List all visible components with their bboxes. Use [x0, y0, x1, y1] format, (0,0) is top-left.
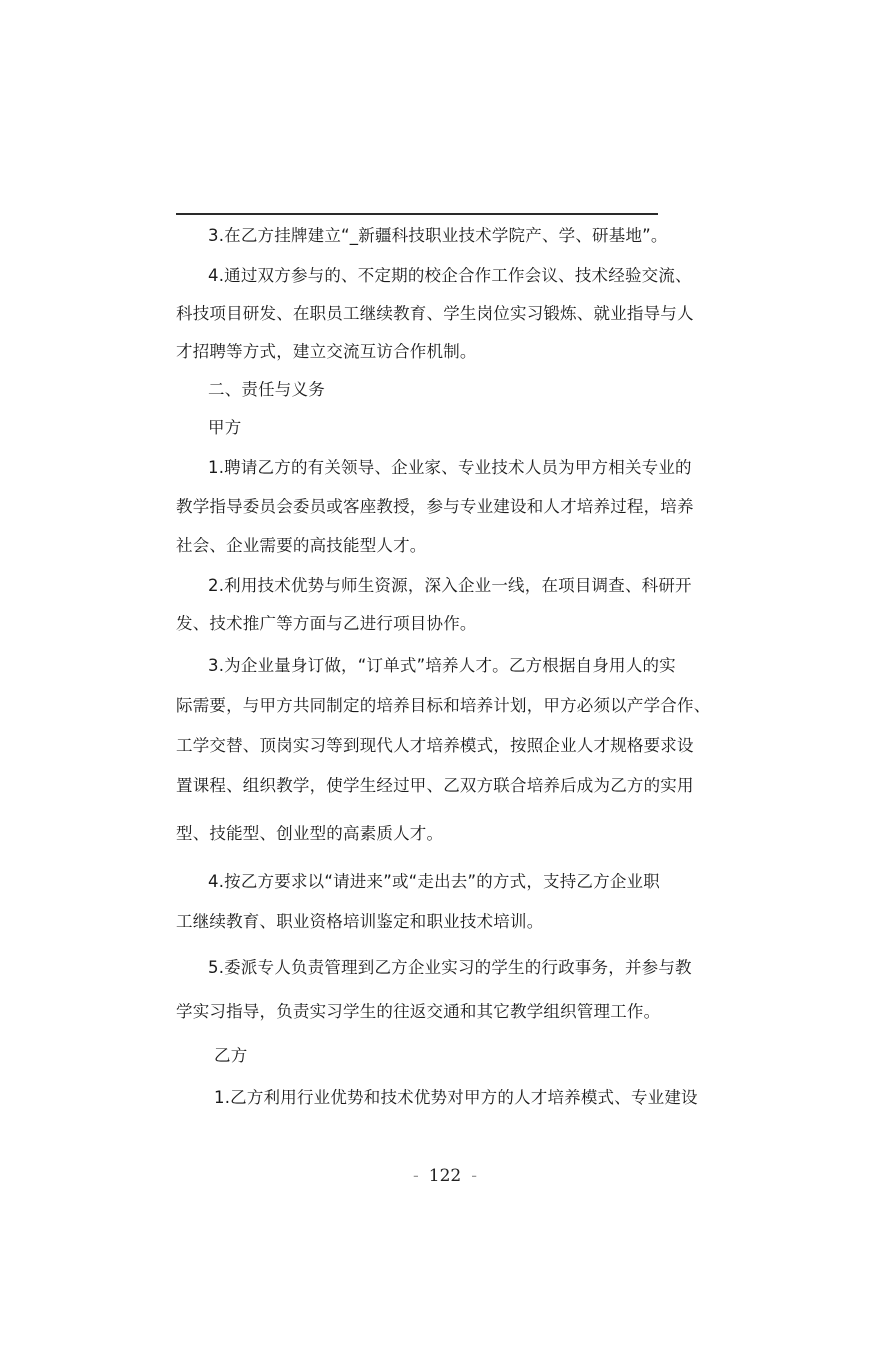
- text-line: 1.聘请乙方的有关领导、企业家、专业技术人员为甲方相关专业的: [208, 458, 692, 477]
- text-line: 际需要，与甲方共同制定的培养目标和培养计划，甲方必须以产学合作、: [176, 696, 711, 715]
- page-number: 122: [428, 1166, 462, 1186]
- text-line: 学实习指导，负责实习学生的往返交通和其它教学组织管理工作。: [176, 1002, 661, 1021]
- party-heading: 乙方: [214, 1046, 248, 1065]
- text-line: 工继续教育、职业资格培训鉴定和职业技术培训。: [176, 912, 544, 931]
- footer-dash: -: [413, 1166, 419, 1186]
- text-line: 4.按乙方要求以“请进来”或“走出去”的方式，支持乙方企业职: [208, 872, 660, 891]
- footer-dash: -: [471, 1166, 477, 1186]
- text-line: 型、技能型、创业型的高素质人才。: [176, 824, 444, 843]
- text-line: 才招聘等方式，建立交流互访合作机制。: [176, 342, 477, 361]
- text-line: 3.为企业量身订做，“订单式”培养人才。乙方根据自身用人的实: [208, 656, 676, 675]
- text-line: 1.乙方利用行业优势和技术优势对甲方的人才培养模式、专业建设: [214, 1088, 698, 1107]
- text-line: 置课程、组织教学，使学生经过甲、乙双方联合培养后成为乙方的实用: [176, 776, 694, 795]
- text-line: 工学交替、顶岗实习等到现代人才培养模式，按照企业人才规格要求设: [176, 736, 694, 755]
- text-line: 4.通过双方参与的、不定期的校企合作工作会议、技术经验交流、: [208, 266, 692, 285]
- section-heading: 二、责任与义务: [208, 380, 325, 399]
- text-line: 5.委派专人负责管理到乙方企业实习的学生的行政事务，并参与教: [208, 958, 692, 977]
- text-line: 3.在乙方挂牌建立“_新疆科技职业技术学院产、学、研基地”。: [208, 226, 668, 245]
- text-line: 社会、企业需要的高技能型人才。: [176, 536, 427, 555]
- header-rule: [176, 213, 658, 215]
- party-heading: 甲方: [208, 418, 242, 437]
- page-number-footer: [0, 1166, 872, 1186]
- text-line: 2.利用技术优势与师生资源，深入企业一线，在项目调查、科研开: [208, 576, 692, 595]
- text-line: 科技项目研发、在职员工继续教育、学生岗位实习锻炼、就业指导与人: [176, 304, 694, 323]
- text-line: 发、技术推广等方面与乙进行项目协作。: [176, 614, 477, 633]
- text-line: 教学指导委员会委员或客座教授，参与专业建设和人才培养过程，培养: [176, 497, 694, 516]
